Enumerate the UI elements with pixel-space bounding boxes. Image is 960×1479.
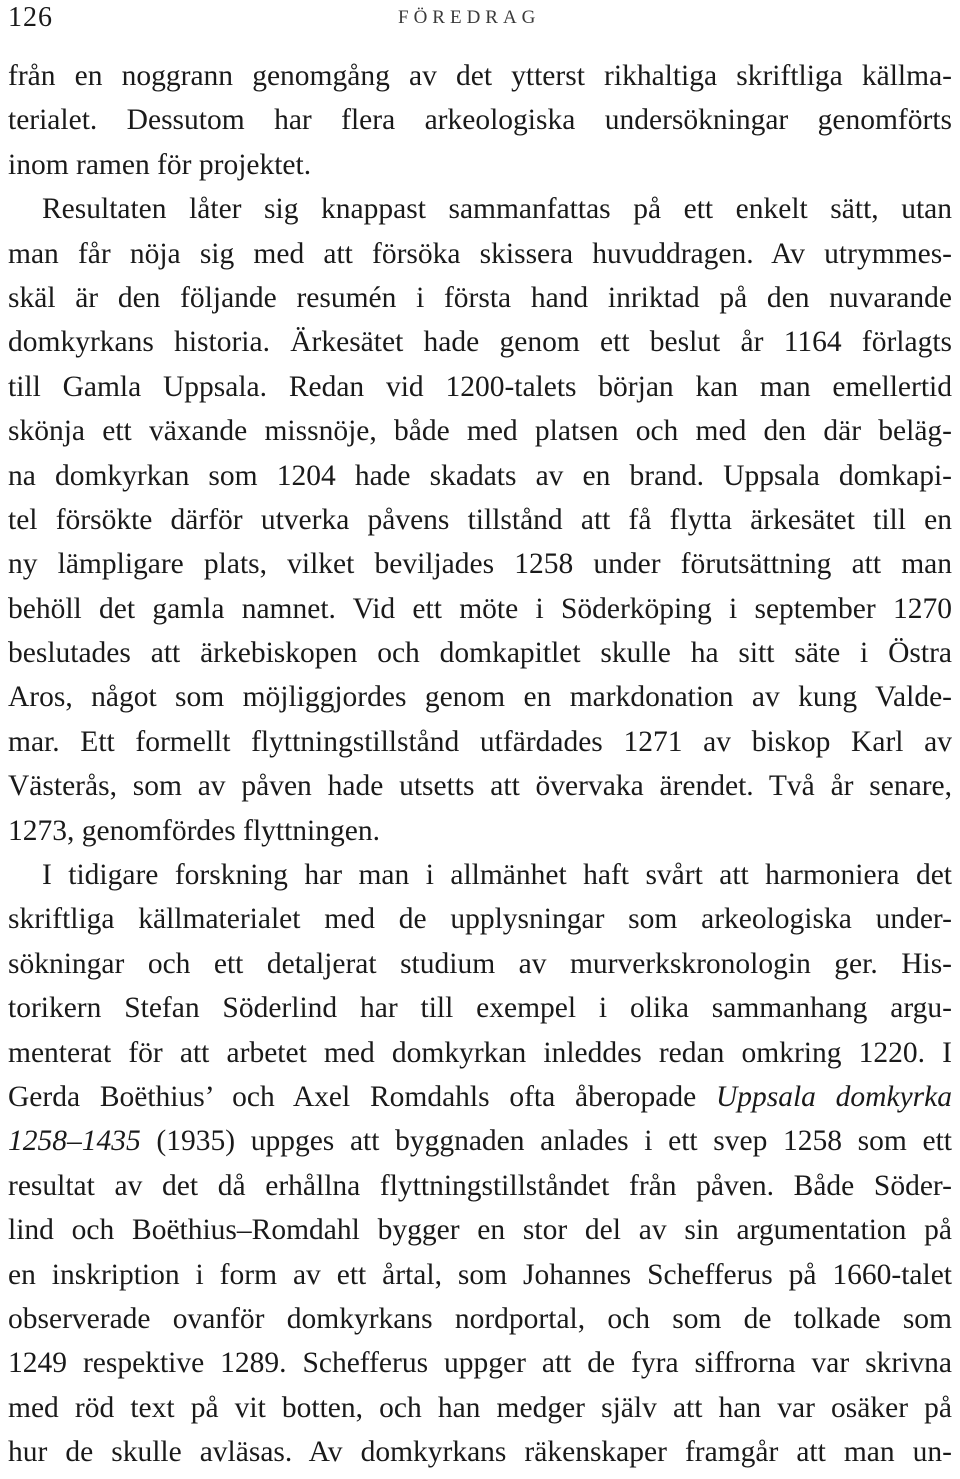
text-line xyxy=(8,1119,952,1163)
text-line: tel försökte därför utverka påvens tillstånd att få flytta ärkesätet till en xyxy=(8,503,952,536)
text-line: terialet. Dessutom har flera arkeologiska undersökningar genomförts xyxy=(8,104,952,137)
text-line: mar. Ett formellt flyttningstillstånd utfärdades 1271 av biskop Karl av xyxy=(8,725,952,758)
text-run: (1935) uppges att byggnaden anlades i ett svep 1258 som ett xyxy=(140,1125,952,1158)
text-line: behöll det gamla namnet. Vid ett möte i Söderköping i september 1270 xyxy=(8,592,952,625)
section-title: FÖREDRAG xyxy=(398,7,541,28)
text-line: observerade ovanför domkyrkans nordportal, och som de tolkade som xyxy=(8,1302,952,1335)
text-line: na domkyrkan som 1204 hade skadats av en brand. Uppsala domkapi- xyxy=(8,459,952,492)
page-number: 126 xyxy=(8,2,53,33)
text-run: Gerda Boëthius’ och Axel Romdahls ofta åberopade xyxy=(8,1080,716,1113)
text-line: man får nöja sig med att försöka skissera huvuddragen. Av utrymmes- xyxy=(8,237,952,270)
running-head xyxy=(8,0,952,40)
text-line: sökningar och ett detaljerat studium av murverkskronologin ger. His- xyxy=(8,947,952,980)
text-line: 1249 respektive 1289. Schefferus uppger att de fyra siffrorna var skrivna xyxy=(8,1347,952,1380)
text-line: beslutades att ärkebiskopen och domkapitlet skulle ha sitt säte i Östra xyxy=(8,637,952,670)
text-line: menterat för att arbetet med domkyrkan inleddes redan omkring 1220. I xyxy=(8,1036,952,1069)
book-title-italic: 1258–1435 xyxy=(8,1125,141,1158)
text-line: ny lämpligare plats, vilket beviljades 1258 under förutsättning att man xyxy=(8,548,952,581)
text-line: Västerås, som av påven hade utsetts att övervaka ärendet. Två år senare, xyxy=(8,770,952,803)
text-line: till Gamla Uppsala. Redan vid 1200-talets början kan man emellertid xyxy=(8,370,952,403)
text-line: I tidigare forskning har man i allmänhet haft svårt att harmoniera det xyxy=(42,859,952,892)
text-line: Aros, något som möjliggjordes genom en markdonation av kung Valde- xyxy=(8,681,952,714)
text-line: domkyrkans historia. Ärkesätet hade genom ett beslut år 1164 förlagts xyxy=(8,326,952,359)
text-line: resultat av det då erhållna flyttningstillståndet från påven. Både Söder- xyxy=(8,1169,952,1202)
text-line: från en noggrann genomgång av det ytterst rikhaltiga skriftliga källma- xyxy=(8,60,952,92)
text-line: hur de skulle avläsas. Av domkyrkans räkenskaper framgår att man un- xyxy=(8,1436,952,1469)
body-text xyxy=(8,54,952,1475)
book-title-italic: Uppsala domkyrka xyxy=(715,1080,952,1113)
text-line: torikern Stefan Söderlind har till exempel i olika sammanhang argu- xyxy=(8,992,952,1025)
text-line: en inskription i form av ett årtal, som Johannes Schefferus på 1660-talet xyxy=(8,1258,952,1291)
text-line: Resultaten låter sig knappast sammanfattas på ett enkelt sätt, utan xyxy=(42,193,952,226)
text-line xyxy=(8,1075,952,1119)
text-line: med röd text på vit botten, och han medger själv att han var osäker på xyxy=(8,1391,952,1424)
text-line: skönja ett växande missnöje, både med platsen och med den där beläg- xyxy=(8,415,952,448)
document-page xyxy=(8,0,952,1475)
text-line: inom ramen för projektet. xyxy=(8,148,312,181)
text-line: 1273, genomfördes flyttningen. xyxy=(8,814,380,847)
text-line: lind och Boëthius–Romdahl bygger en stor del av sin argumentation på xyxy=(8,1214,952,1247)
text-line: skriftliga källmaterialet med de upplysningar som arkeologiska under- xyxy=(8,903,952,936)
text-line: skäl är den följande resumén i första hand inriktad på den nuvarande xyxy=(8,281,952,314)
